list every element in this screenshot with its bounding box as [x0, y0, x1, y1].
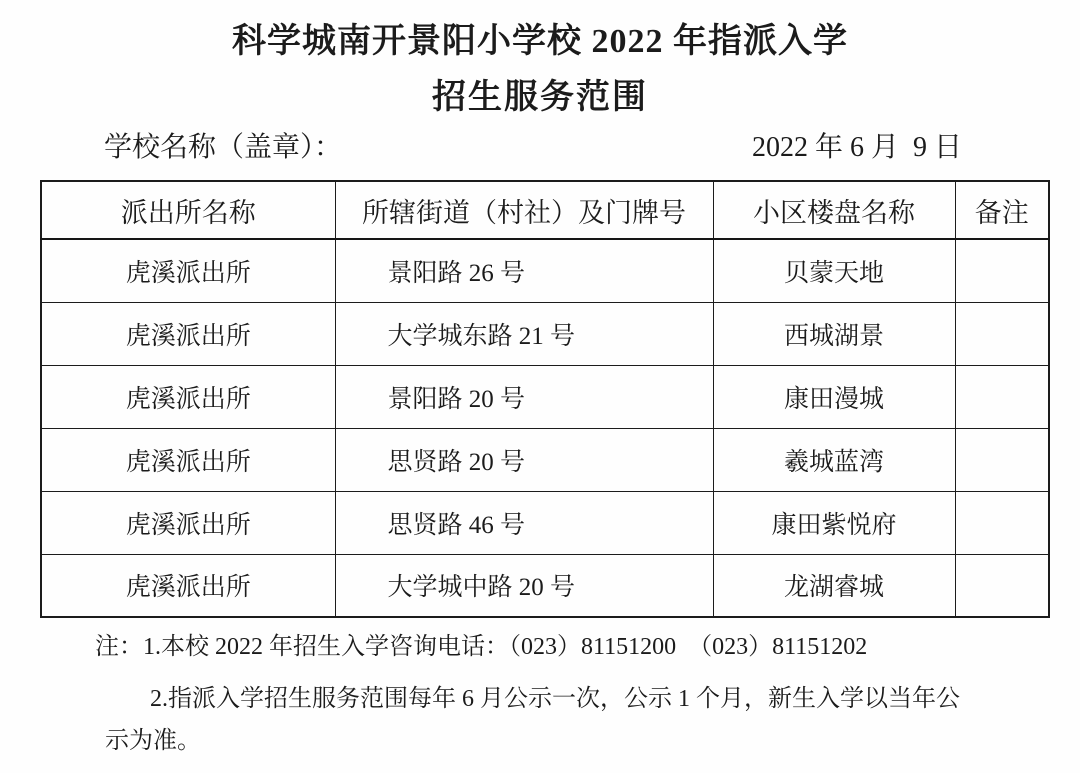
enrollment-range-table	[40, 180, 1050, 618]
cell-community: 龙湖睿城	[713, 554, 955, 617]
cell-station: 虎溪派出所	[41, 365, 335, 428]
cell-address: 思贤路 20 号	[335, 428, 713, 491]
cell-station: 虎溪派出所	[41, 302, 335, 365]
cell-remark	[955, 428, 1049, 491]
column-header-remark: 备注	[955, 181, 1049, 239]
school-name-label: 学校名称（盖章）：	[104, 132, 343, 163]
cell-remark	[955, 365, 1049, 428]
table-row	[41, 554, 1049, 617]
cell-station: 虎溪派出所	[41, 239, 335, 302]
table-row	[41, 491, 1049, 554]
table-row	[41, 302, 1049, 365]
cell-community: 羲城蓝湾	[713, 428, 955, 491]
column-header-community: 小区楼盘名称	[713, 181, 955, 239]
cell-remark	[955, 302, 1049, 365]
note-publicity-line2: 示为准。	[105, 728, 201, 754]
cell-address: 景阳路 26 号	[335, 239, 713, 302]
cell-community: 康田紫悦府	[713, 491, 955, 554]
cell-remark	[955, 239, 1049, 302]
cell-remark	[955, 554, 1049, 617]
note-phone: 注：1.本校 2022 年招生入学咨询电话：（023）81151200 （023）81151202	[95, 634, 868, 660]
note-publicity-line1: 2.指派入学招生服务范围每年 6 月公示一次，公示 1 个月，新生入学以当年公	[150, 686, 960, 712]
table-header-row	[41, 181, 1049, 239]
cell-address: 思贤路 46 号	[335, 491, 713, 554]
cell-address: 大学城东路 21 号	[335, 302, 713, 365]
cell-station: 虎溪派出所	[41, 554, 335, 617]
cell-remark	[955, 491, 1049, 554]
table-row	[41, 428, 1049, 491]
document-title-line2: 招生服务范围	[432, 79, 648, 116]
column-header-station: 派出所名称	[41, 181, 335, 239]
cell-community: 康田漫城	[713, 365, 955, 428]
column-header-address: 所辖街道（村社）及门牌号	[335, 181, 713, 239]
info-row	[104, 130, 962, 166]
cell-station: 虎溪派出所	[41, 428, 335, 491]
document-date: 2022 年 6 月 9 日	[751, 132, 962, 163]
cell-station: 虎溪派出所	[41, 491, 335, 554]
cell-community: 贝蒙天地	[713, 239, 955, 302]
cell-address: 大学城中路 20 号	[335, 554, 713, 617]
table-row	[41, 365, 1049, 428]
cell-community: 西城湖景	[713, 302, 955, 365]
cell-address: 景阳路 20 号	[335, 365, 713, 428]
table-row	[41, 239, 1049, 302]
document-title-line1: 科学城南开景阳小学校 2022 年指派入学	[232, 23, 848, 60]
